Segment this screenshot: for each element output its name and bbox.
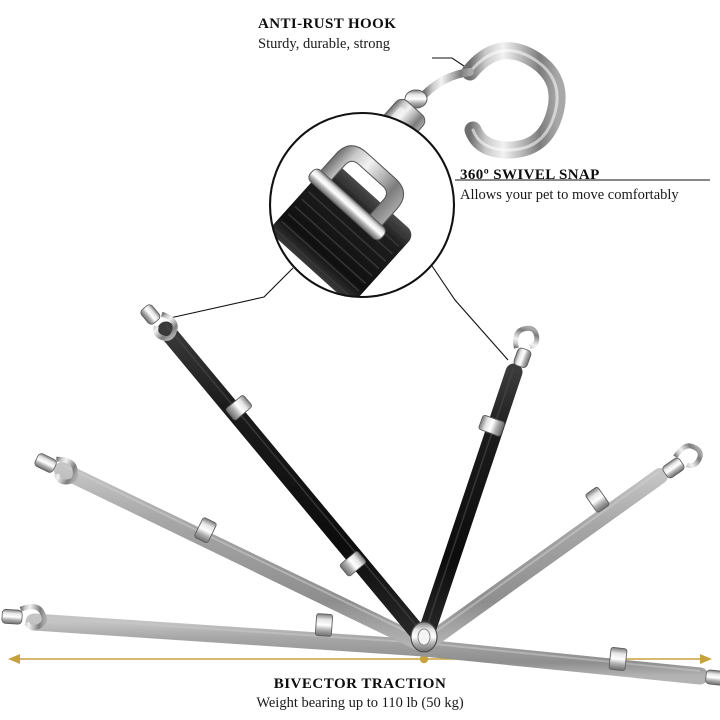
callout-title: ANTI-RUST HOOK [258,16,397,32]
strap-black-left [139,299,424,640]
callout-swivel-snap [460,167,679,204]
callout-subtitle: Allows your pet to move comfortably [460,187,679,203]
callout-anti-rust-hook [258,16,396,53]
callout-subtitle: Sturdy, durable, strong [258,36,390,52]
footer-title: BIVECTOR TRACTION [273,676,447,692]
center-ring [411,622,437,652]
footer-subtitle: Weight bearing up to 110 lb (50 kg) [256,695,464,711]
callout-title: 360º SWIVEL SNAP [460,167,600,183]
strap-gray-left [32,448,424,645]
strap-gray-right [424,441,704,645]
footer-caption [0,676,720,712]
strap-black-right [424,325,540,640]
magnifier-circle-icon [268,110,458,306]
